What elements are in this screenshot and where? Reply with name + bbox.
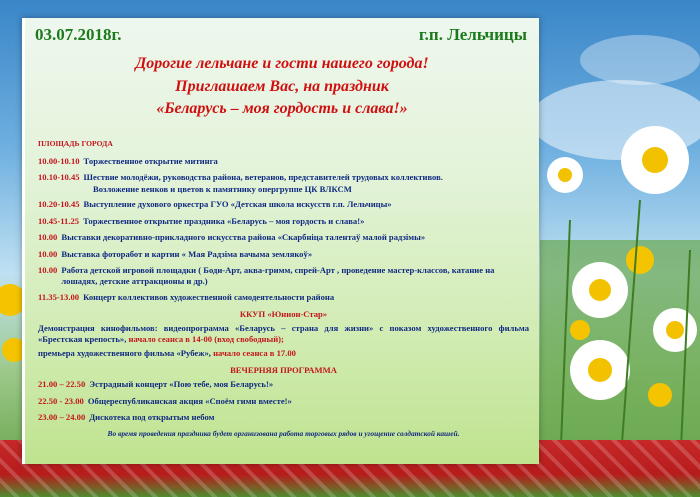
program-text: Выставка фоторабот и картин « Мая Радзіма вачыма землякоў» (61, 248, 313, 259)
program-item (38, 249, 529, 260)
program-time: 23.00 – 24.00 (38, 412, 86, 422)
cinema-text: Демонстрация кинофильмов: видеопрограмма «Беларусь – страна для жизни» с показом художественного фильма «Брестская крепость», (38, 323, 529, 344)
program-body (38, 139, 529, 439)
program-item (93, 184, 529, 195)
program-item (38, 232, 529, 243)
program-text: Работа детской игровой площадки ( Боди-Арт, аква-гримм, спрей-Арт , проведение мастер-классов, катание на лошадях, детские аттракционы и др.) (61, 265, 495, 286)
program-item (38, 412, 529, 423)
program-text: Эстрадный концерт «Пою тебе, моя Беларусь!» (89, 379, 274, 389)
program-text: Шествие молодёжи, руководства района, ветеранов, представителей трудовых коллективов. (83, 172, 443, 182)
program-item (38, 379, 529, 390)
program-text: Выставки декоративно-прикладного искусства района «Скарбніца талентаў малой радзімы» (61, 232, 426, 242)
program-text: Дискотека под открытым небом (89, 412, 215, 422)
program-time: 11.35-13.00 (38, 292, 80, 302)
premiere-time: начало сеанса в 17.00 (213, 348, 296, 358)
program-text: Общереспубликанская акция «Споём гимн вместе!» (87, 395, 292, 406)
program-time: 21.00 – 22.50 (38, 379, 86, 389)
program-text: Возложение венков и цветов к памятнику опергруппе ЦК ВЛКСМ (93, 183, 352, 194)
cinema-paragraph (38, 323, 529, 344)
program-item (38, 172, 529, 183)
program-item (38, 216, 529, 227)
program-text: Торжественное открытие праздника «Беларусь – моя гордость и слава!» (83, 215, 365, 226)
program-time: 10.45-11.25 (38, 215, 80, 226)
program-time: 22.50 - 23.00 (38, 395, 84, 406)
invitation-headline: Приглашаем Вас, на праздник (175, 78, 389, 95)
program-time: 10.00 (38, 248, 58, 259)
header-row (35, 24, 527, 46)
program-time: 10.00 (38, 265, 58, 275)
program-item (38, 199, 529, 210)
festival-title: «Беларусь – моя гордость и слава!» (156, 100, 408, 117)
program-item (38, 265, 529, 286)
greeting-headline: Дорогие лельчане и гости нашего города! (135, 55, 429, 72)
section-title-cinema: ККУП «Юнион-Стар» (239, 308, 328, 319)
program-text: Выступление духового оркестра ГУО «Детская школа искусств г.п. Лельчицы» (83, 199, 392, 209)
footer-note: Во время проведения праздника будет организована работа торговых рядов и угощение солдатской кашей. (107, 428, 460, 438)
section-title-square: ПЛОЩАДЬ ГОРОДА (38, 139, 113, 148)
program-time: 10.00 (38, 232, 58, 242)
program-time: 10.10-10.45 (38, 172, 80, 182)
event-place: г.п. Лельчицы (418, 25, 527, 44)
program-item (38, 156, 529, 167)
event-date: 03.07.2018г. (35, 25, 122, 44)
cinema-time: начало сеанса в 14-00 (вход свободный); (128, 333, 284, 344)
premiere-text: премьера художественного фильма «Рубеж», (38, 348, 211, 358)
program-item (38, 292, 529, 303)
program-item (38, 396, 529, 407)
announcement-panel (22, 18, 539, 464)
program-text: Торжественное открытие митинга (83, 155, 218, 166)
program-time: 10.20-10.45 (38, 199, 80, 209)
section-title-evening: ВЕЧЕРНЯЯ ПРОГРАММА (230, 364, 337, 375)
premiere-paragraph (38, 348, 529, 359)
program-text: Концерт коллективов художественной самодеятельности района (83, 292, 335, 302)
program-time: 10.00-10.10 (38, 155, 80, 166)
